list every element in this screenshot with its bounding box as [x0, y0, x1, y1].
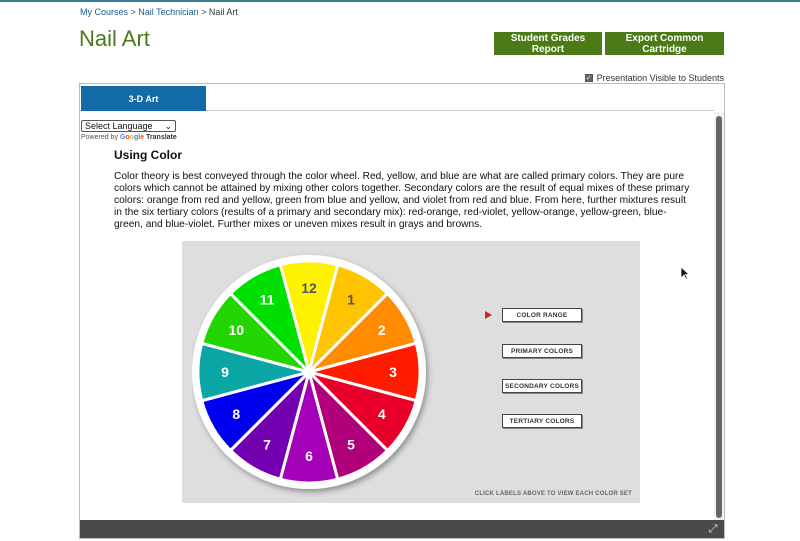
color-wheel-interactive [182, 241, 640, 503]
instruction-hint: CLICK LABELS ABOVE TO VIEW EACH COLOR SET [474, 491, 632, 497]
tertiary-colors-button[interactable]: TERTIARY COLORS [502, 414, 582, 428]
translate-label[interactable]: Translate [146, 134, 177, 141]
fullscreen-icon[interactable]: ⤢ [708, 523, 718, 535]
checkbox-checked-icon[interactable]: ✓ [585, 74, 592, 82]
color-wheel [192, 249, 442, 499]
color-range-button[interactable]: COLOR RANGE [502, 308, 582, 322]
presentation-frame [79, 83, 725, 539]
mouse-cursor-icon [680, 266, 690, 280]
color-wheel-label-11: 11 [259, 291, 275, 308]
color-theory-paragraph: Color theory is best conveyed through the color wheel. Red, yellow, and blue are what are called primary colors. They are pure colors which cannot be attained by mixing other colors together. Secondary colors are the result of equal mixes of these primary colors: orange from red and yellow, green from blue and yellow, and violet from red and blue. From here, further mixtures result in the six tertiary colors (results of a primary and secondary mix): red-orange, red-violet, yellow-orange, yellow-green, blue-green, and blue-violet. Further mixes or uneven mixes result in grays and browns. [114, 171, 690, 230]
color-wheel-label-9: 9 [221, 364, 229, 380]
color-wheel-label-5: 5 [347, 436, 355, 453]
breadcrumb-current: Nail Art [208, 7, 238, 17]
language-select[interactable] [81, 120, 176, 132]
presentation-toolbar [80, 520, 724, 538]
scrollbar-thumb[interactable] [716, 116, 722, 518]
color-wheel-label-12: 12 [301, 280, 317, 296]
secondary-colors-button[interactable]: SECONDARY COLORS [502, 379, 582, 393]
color-wheel-label-2: 2 [377, 322, 386, 338]
language-select-value: Select Language [85, 121, 153, 131]
breadcrumb-separator: > [198, 7, 209, 17]
breadcrumb [80, 7, 238, 17]
visibility-toggle[interactable] [585, 73, 724, 83]
tab-3d-art[interactable]: 3-D Art [81, 86, 206, 111]
color-wheel-label-10: 10 [228, 322, 245, 338]
chevron-down-icon: ⌄ [164, 120, 172, 131]
color-wheel-label-6: 6 [305, 448, 313, 464]
breadcrumb-nail-technician[interactable]: Nail Technician [138, 7, 199, 17]
page-title: Nail Art [79, 26, 150, 51]
visibility-label: Presentation Visible to Students [596, 73, 724, 83]
top-rule [0, 0, 800, 2]
color-wheel-label-7: 7 [263, 436, 271, 453]
google-logo-icon: Google [119, 134, 145, 141]
pointer-arrow-icon [485, 311, 492, 319]
breadcrumb-separator: > [128, 7, 139, 17]
breadcrumb-my-courses[interactable]: My Courses [80, 7, 129, 17]
color-wheel-label-3: 3 [389, 364, 397, 380]
section-heading: Using Color [114, 148, 182, 162]
primary-colors-button[interactable]: PRIMARY COLORS [502, 344, 582, 358]
tab-bar [80, 84, 714, 111]
powered-by-label: Powered by [81, 134, 118, 141]
export-common-cartridge-button[interactable]: Export Common Cartridge [605, 32, 724, 55]
color-wheel-label-1: 1 [347, 291, 355, 308]
color-wheel-label-4: 4 [377, 406, 386, 422]
student-grades-report-button[interactable]: Student Grades Report [494, 32, 602, 55]
color-wheel-label-8: 8 [232, 406, 241, 422]
powered-by-google-translate [81, 134, 177, 141]
color-wheel-hub [303, 366, 315, 378]
